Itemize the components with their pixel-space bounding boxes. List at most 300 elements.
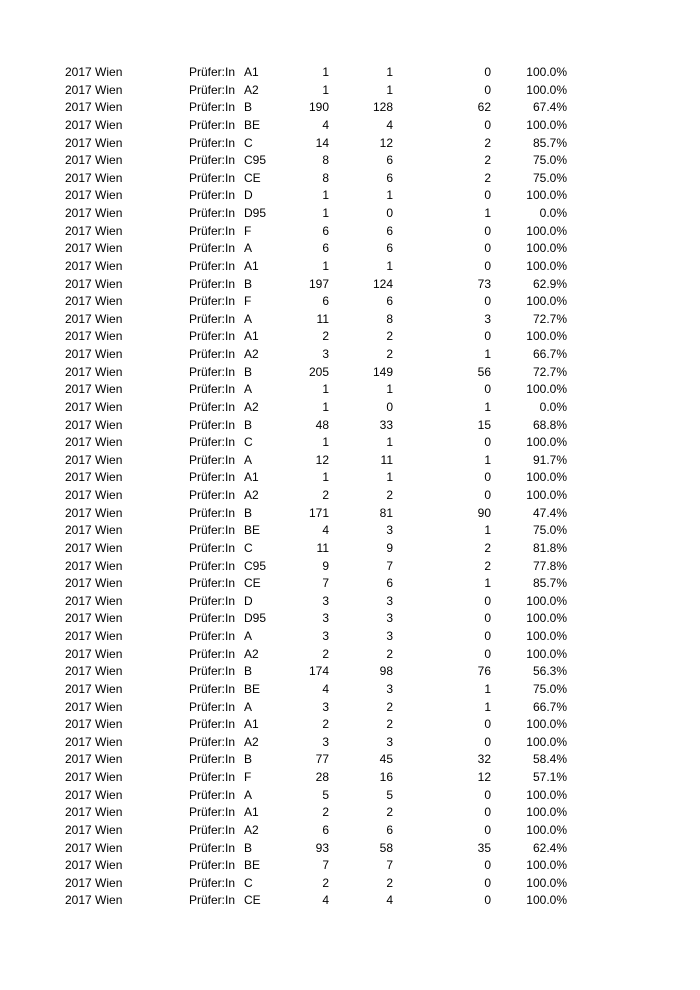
role-cell: Prüfer:In <box>189 646 236 661</box>
passed-count-cell: 12 <box>379 135 393 150</box>
license-class-cell: A1 <box>244 329 259 344</box>
passed-count-cell: 2 <box>386 805 393 820</box>
table-row <box>0 187 700 205</box>
pass-rate-cell: 72.7% <box>532 311 567 326</box>
passed-count-cell: 3 <box>386 593 393 608</box>
pass-rate-cell: 100.0% <box>526 805 567 820</box>
year-city-cell: 2017 Wien <box>65 435 123 450</box>
total-count-cell: 11 <box>316 311 329 326</box>
failed-count-cell: 90 <box>477 505 491 520</box>
year-city-cell: 2017 Wien <box>65 576 123 591</box>
total-count-cell: 1 <box>322 382 329 397</box>
role-cell: Prüfer:In <box>189 206 236 220</box>
role-cell: Prüfer:In <box>189 699 236 714</box>
passed-count-cell: 33 <box>379 417 393 432</box>
year-city-cell: 2017 Wien <box>65 82 123 97</box>
pass-rate-cell: 75.0% <box>532 153 567 168</box>
license-class-cell: A <box>244 629 253 643</box>
table-row <box>0 628 700 646</box>
license-class-cell: B <box>244 752 253 767</box>
total-count-cell: 14 <box>315 135 329 150</box>
total-count-cell: 8 <box>322 153 329 168</box>
total-count-cell: 9 <box>322 558 329 573</box>
license-class-cell: D <box>244 593 253 608</box>
failed-count-cell: 0 <box>484 593 491 608</box>
pass-rate-cell: 100.0% <box>526 488 567 502</box>
role-cell: Prüfer:In <box>189 82 236 97</box>
failed-count-cell: 12 <box>477 770 491 784</box>
license-class-cell: A <box>244 311 253 326</box>
year-city-cell: 2017 Wien <box>65 611 123 626</box>
pass-rate-cell: 100.0% <box>526 858 567 873</box>
table-row <box>0 399 700 417</box>
license-class-cell: CE <box>244 893 261 908</box>
passed-count-cell: 4 <box>386 893 393 908</box>
year-city-cell: 2017 Wien <box>65 681 123 696</box>
year-city-cell: 2017 Wien <box>65 170 123 185</box>
year-city-cell: 2017 Wien <box>65 770 123 784</box>
failed-count-cell: 1 <box>484 347 491 361</box>
pass-rate-cell: 100.0% <box>526 329 567 344</box>
passed-count-cell: 2 <box>386 699 393 714</box>
year-city-cell: 2017 Wien <box>65 734 123 749</box>
license-class-cell: A <box>244 452 253 467</box>
table-row <box>0 769 700 787</box>
year-city-cell: 2017 Wien <box>65 505 123 520</box>
pass-rate-cell: 100.0% <box>526 382 567 397</box>
year-city-cell: 2017 Wien <box>65 241 123 256</box>
license-class-cell: C <box>244 540 253 555</box>
failed-count-cell: 35 <box>477 840 491 855</box>
passed-count-cell: 7 <box>386 558 393 573</box>
total-count-cell: 4 <box>322 117 329 132</box>
table-row <box>0 205 700 223</box>
pass-rate-cell: 66.7% <box>532 347 567 361</box>
passed-count-cell: 0 <box>386 206 393 220</box>
total-count-cell: 205 <box>308 364 329 379</box>
year-city-cell: 2017 Wien <box>65 206 123 220</box>
year-city-cell: 2017 Wien <box>65 593 123 608</box>
pass-rate-cell: 75.0% <box>532 681 567 696</box>
role-cell: Prüfer:In <box>189 470 236 485</box>
pass-rate-cell: 67.4% <box>532 100 567 115</box>
role-cell: Prüfer:In <box>189 822 236 837</box>
failed-count-cell: 0 <box>484 223 491 238</box>
passed-count-cell: 3 <box>386 734 393 749</box>
role-cell: Prüfer:In <box>189 770 236 784</box>
total-count-cell: 12 <box>315 452 329 467</box>
table-row <box>0 258 700 276</box>
failed-count-cell: 0 <box>484 822 491 837</box>
pass-rate-cell: 100.0% <box>526 822 567 837</box>
role-cell: Prüfer:In <box>189 117 236 132</box>
year-city-cell: 2017 Wien <box>65 311 123 326</box>
failed-count-cell: 2 <box>484 135 491 150</box>
year-city-cell: 2017 Wien <box>65 65 123 79</box>
year-city-cell: 2017 Wien <box>65 223 123 238</box>
role-cell: Prüfer:In <box>189 611 236 626</box>
total-count-cell: 6 <box>322 241 329 256</box>
license-class-cell: F <box>244 223 252 238</box>
pass-rate-cell: 62.4% <box>532 840 567 855</box>
pass-rate-cell: 81.8% <box>532 540 567 555</box>
total-count-cell: 3 <box>322 347 329 361</box>
passed-count-cell: 149 <box>372 364 393 379</box>
failed-count-cell: 0 <box>484 488 491 502</box>
year-city-cell: 2017 Wien <box>65 470 123 485</box>
total-count-cell: 1 <box>322 435 329 450</box>
role-cell: Prüfer:In <box>189 717 236 732</box>
total-count-cell: 4 <box>322 681 329 696</box>
table-row <box>0 381 700 399</box>
role-cell: Prüfer:In <box>189 382 236 397</box>
role-cell: Prüfer:In <box>189 734 236 749</box>
year-city-cell: 2017 Wien <box>65 382 123 397</box>
failed-count-cell: 2 <box>484 153 491 168</box>
year-city-cell: 2017 Wien <box>65 153 123 168</box>
total-count-cell: 48 <box>315 417 329 432</box>
failed-count-cell: 3 <box>484 311 491 326</box>
year-city-cell: 2017 Wien <box>65 629 123 643</box>
table-row <box>0 452 700 470</box>
role-cell: Prüfer:In <box>189 681 236 696</box>
role-cell: Prüfer:In <box>189 65 236 79</box>
failed-count-cell: 73 <box>477 276 491 291</box>
failed-count-cell: 56 <box>477 364 491 379</box>
license-class-cell: BE <box>244 681 261 696</box>
license-class-cell: B <box>244 505 253 520</box>
role-cell: Prüfer:In <box>189 540 236 555</box>
license-class-cell: D95 <box>244 206 267 220</box>
pass-rate-cell: 72.7% <box>532 364 567 379</box>
passed-count-cell: 124 <box>372 276 393 291</box>
passed-count-cell: 8 <box>386 311 393 326</box>
license-class-cell: A1 <box>244 470 259 485</box>
pass-rate-cell: 100.0% <box>526 646 567 661</box>
passed-count-cell: 9 <box>386 540 393 555</box>
passed-count-cell: 6 <box>386 576 393 591</box>
license-class-cell: BE <box>244 117 261 132</box>
year-city-cell: 2017 Wien <box>65 399 123 414</box>
failed-count-cell: 0 <box>484 435 491 450</box>
passed-count-cell: 128 <box>372 100 393 115</box>
pass-rate-cell: 62.9% <box>532 276 567 291</box>
license-class-cell: A1 <box>244 258 259 273</box>
passed-count-cell: 11 <box>380 452 393 467</box>
passed-count-cell: 7 <box>386 858 393 873</box>
table-row <box>0 522 700 540</box>
year-city-cell: 2017 Wien <box>65 858 123 873</box>
license-class-cell: BE <box>244 523 261 538</box>
total-count-cell: 1 <box>322 399 329 414</box>
passed-count-cell: 3 <box>386 611 393 626</box>
passed-count-cell: 6 <box>386 153 393 168</box>
year-city-cell: 2017 Wien <box>65 329 123 344</box>
passed-count-cell: 6 <box>386 241 393 256</box>
passed-count-cell: 2 <box>386 347 393 361</box>
pass-rate-cell: 56.3% <box>532 664 567 679</box>
role-cell: Prüfer:In <box>189 399 236 414</box>
license-class-cell: A1 <box>244 717 259 732</box>
table-row <box>0 99 700 117</box>
total-count-cell: 77 <box>315 752 329 767</box>
failed-count-cell: 76 <box>477 664 491 679</box>
total-count-cell: 6 <box>322 223 329 238</box>
license-class-cell: C95 <box>244 558 267 573</box>
year-city-cell: 2017 Wien <box>65 840 123 855</box>
license-class-cell: D <box>244 188 253 203</box>
total-count-cell: 1 <box>322 82 329 97</box>
table-row <box>0 840 700 858</box>
failed-count-cell: 1 <box>484 399 491 414</box>
failed-count-cell: 0 <box>484 382 491 397</box>
failed-count-cell: 0 <box>484 258 491 273</box>
year-city-cell: 2017 Wien <box>65 822 123 837</box>
pass-rate-cell: 100.0% <box>526 734 567 749</box>
pass-rate-cell: 100.0% <box>526 65 567 79</box>
role-cell: Prüfer:In <box>189 153 236 168</box>
data-table <box>0 64 700 910</box>
passed-count-cell: 6 <box>386 170 393 185</box>
role-cell: Prüfer:In <box>189 664 236 679</box>
passed-count-cell: 1 <box>386 382 393 397</box>
license-class-cell: C <box>244 875 253 890</box>
pass-rate-cell: 75.0% <box>532 523 567 538</box>
pass-rate-cell: 0.0% <box>539 399 567 414</box>
pass-rate-cell: 66.7% <box>532 699 567 714</box>
year-city-cell: 2017 Wien <box>65 875 123 890</box>
total-count-cell: 3 <box>322 629 329 643</box>
passed-count-cell: 98 <box>379 664 393 679</box>
year-city-cell: 2017 Wien <box>65 646 123 661</box>
table-row <box>0 170 700 188</box>
total-count-cell: 93 <box>315 840 329 855</box>
year-city-cell: 2017 Wien <box>65 787 123 802</box>
table-row <box>0 646 700 664</box>
passed-count-cell: 45 <box>379 752 393 767</box>
year-city-cell: 2017 Wien <box>65 452 123 467</box>
role-cell: Prüfer:In <box>189 505 236 520</box>
table-row <box>0 152 700 170</box>
table-row <box>0 64 700 82</box>
failed-count-cell: 0 <box>484 329 491 344</box>
role-cell: Prüfer:In <box>189 858 236 873</box>
year-city-cell: 2017 Wien <box>65 117 123 132</box>
pass-rate-cell: 100.0% <box>526 188 567 203</box>
failed-count-cell: 0 <box>484 734 491 749</box>
license-class-cell: D95 <box>244 611 267 626</box>
license-class-cell: CE <box>244 576 261 591</box>
passed-count-cell: 3 <box>386 523 393 538</box>
passed-count-cell: 0 <box>386 399 393 414</box>
table-row <box>0 716 700 734</box>
table-row <box>0 117 700 135</box>
passed-count-cell: 2 <box>386 717 393 732</box>
total-count-cell: 174 <box>308 664 329 679</box>
total-count-cell: 3 <box>322 699 329 714</box>
role-cell: Prüfer:In <box>189 223 236 238</box>
pass-rate-cell: 100.0% <box>526 717 567 732</box>
table-row <box>0 223 700 241</box>
table-row <box>0 487 700 505</box>
failed-count-cell: 1 <box>484 681 491 696</box>
table-row <box>0 434 700 452</box>
total-count-cell: 1 <box>322 188 329 203</box>
failed-count-cell: 0 <box>484 787 491 802</box>
license-class-cell: A <box>244 382 253 397</box>
license-class-cell: C95 <box>244 153 267 168</box>
license-class-cell: B <box>244 364 253 379</box>
total-count-cell: 2 <box>322 488 329 502</box>
passed-count-cell: 6 <box>386 294 393 309</box>
pass-rate-cell: 100.0% <box>526 294 567 309</box>
role-cell: Prüfer:In <box>189 417 236 432</box>
table-row <box>0 82 700 100</box>
passed-count-cell: 2 <box>386 646 393 661</box>
license-class-cell: A1 <box>244 65 259 79</box>
passed-count-cell: 2 <box>386 329 393 344</box>
total-count-cell: 190 <box>308 100 329 115</box>
total-count-cell: 11 <box>316 540 329 555</box>
role-cell: Prüfer:In <box>189 787 236 802</box>
year-city-cell: 2017 Wien <box>65 258 123 273</box>
failed-count-cell: 0 <box>484 646 491 661</box>
table-row <box>0 276 700 294</box>
role-cell: Prüfer:In <box>189 875 236 890</box>
license-class-cell: B <box>244 664 253 679</box>
failed-count-cell: 15 <box>477 417 491 432</box>
total-count-cell: 4 <box>322 893 329 908</box>
year-city-cell: 2017 Wien <box>65 100 123 115</box>
pass-rate-cell: 100.0% <box>526 787 567 802</box>
license-class-cell: C <box>244 435 253 450</box>
table-row <box>0 469 700 487</box>
pass-rate-cell: 77.8% <box>532 558 567 573</box>
table-row <box>0 135 700 153</box>
role-cell: Prüfer:In <box>189 593 236 608</box>
passed-count-cell: 58 <box>379 840 393 855</box>
failed-count-cell: 0 <box>484 188 491 203</box>
role-cell: Prüfer:In <box>189 276 236 291</box>
pass-rate-cell: 85.7% <box>532 135 567 150</box>
table-row <box>0 558 700 576</box>
failed-count-cell: 1 <box>484 206 491 220</box>
year-city-cell: 2017 Wien <box>65 699 123 714</box>
total-count-cell: 2 <box>322 717 329 732</box>
passed-count-cell: 1 <box>386 82 393 97</box>
table-row <box>0 346 700 364</box>
role-cell: Prüfer:In <box>189 364 236 379</box>
total-count-cell: 2 <box>322 875 329 890</box>
table-row <box>0 804 700 822</box>
license-class-cell: B <box>244 100 253 115</box>
pass-rate-cell: 85.7% <box>532 576 567 591</box>
failed-count-cell: 62 <box>477 100 491 115</box>
failed-count-cell: 0 <box>484 241 491 256</box>
role-cell: Prüfer:In <box>189 576 236 591</box>
failed-count-cell: 0 <box>484 717 491 732</box>
year-city-cell: 2017 Wien <box>65 347 123 361</box>
total-count-cell: 7 <box>322 858 329 873</box>
pass-rate-cell: 100.0% <box>526 241 567 256</box>
license-class-cell: A2 <box>244 822 259 837</box>
table-row <box>0 364 700 382</box>
failed-count-cell: 1 <box>484 699 491 714</box>
total-count-cell: 1 <box>322 470 329 485</box>
pass-rate-cell: 100.0% <box>526 470 567 485</box>
table-row <box>0 681 700 699</box>
failed-count-cell: 2 <box>484 170 491 185</box>
license-class-cell: A <box>244 787 253 802</box>
pass-rate-cell: 75.0% <box>532 170 567 185</box>
failed-count-cell: 0 <box>484 858 491 873</box>
pass-rate-cell: 47.4% <box>532 505 567 520</box>
role-cell: Prüfer:In <box>189 135 236 150</box>
total-count-cell: 28 <box>315 770 329 784</box>
table-row <box>0 505 700 523</box>
table-row <box>0 593 700 611</box>
table-row <box>0 240 700 258</box>
year-city-cell: 2017 Wien <box>65 488 123 502</box>
failed-count-cell: 1 <box>484 576 491 591</box>
role-cell: Prüfer:In <box>189 805 236 820</box>
license-class-cell: CE <box>244 170 261 185</box>
total-count-cell: 7 <box>322 576 329 591</box>
role-cell: Prüfer:In <box>189 435 236 450</box>
total-count-cell: 3 <box>322 593 329 608</box>
role-cell: Prüfer:In <box>189 523 236 538</box>
year-city-cell: 2017 Wien <box>65 717 123 732</box>
table-row <box>0 328 700 346</box>
passed-count-cell: 2 <box>386 875 393 890</box>
table-row <box>0 857 700 875</box>
pass-rate-cell: 58.4% <box>532 752 567 767</box>
total-count-cell: 4 <box>322 523 329 538</box>
year-city-cell: 2017 Wien <box>65 540 123 555</box>
failed-count-cell: 0 <box>484 893 491 908</box>
license-class-cell: C <box>244 135 253 150</box>
year-city-cell: 2017 Wien <box>65 135 123 150</box>
table-row <box>0 787 700 805</box>
failed-count-cell: 2 <box>484 558 491 573</box>
role-cell: Prüfer:In <box>189 893 236 908</box>
failed-count-cell: 0 <box>484 875 491 890</box>
passed-count-cell: 1 <box>386 65 393 79</box>
total-count-cell: 3 <box>322 734 329 749</box>
total-count-cell: 2 <box>322 805 329 820</box>
year-city-cell: 2017 Wien <box>65 417 123 432</box>
passed-count-cell: 1 <box>386 258 393 273</box>
license-class-cell: F <box>244 294 252 309</box>
year-city-cell: 2017 Wien <box>65 523 123 538</box>
license-class-cell: A2 <box>244 488 259 502</box>
year-city-cell: 2017 Wien <box>65 558 123 573</box>
table-row <box>0 734 700 752</box>
license-class-cell: B <box>244 840 253 855</box>
pass-rate-cell: 100.0% <box>526 258 567 273</box>
role-cell: Prüfer:In <box>189 329 236 344</box>
role-cell: Prüfer:In <box>189 100 236 115</box>
passed-count-cell: 2 <box>386 488 393 502</box>
license-class-cell: F <box>244 770 252 784</box>
passed-count-cell: 6 <box>386 223 393 238</box>
pass-rate-cell: 100.0% <box>526 611 567 626</box>
role-cell: Prüfer:In <box>189 294 236 309</box>
role-cell: Prüfer:In <box>189 488 236 502</box>
failed-count-cell: 0 <box>484 82 491 97</box>
license-class-cell: A2 <box>244 82 259 97</box>
passed-count-cell: 16 <box>379 770 393 784</box>
